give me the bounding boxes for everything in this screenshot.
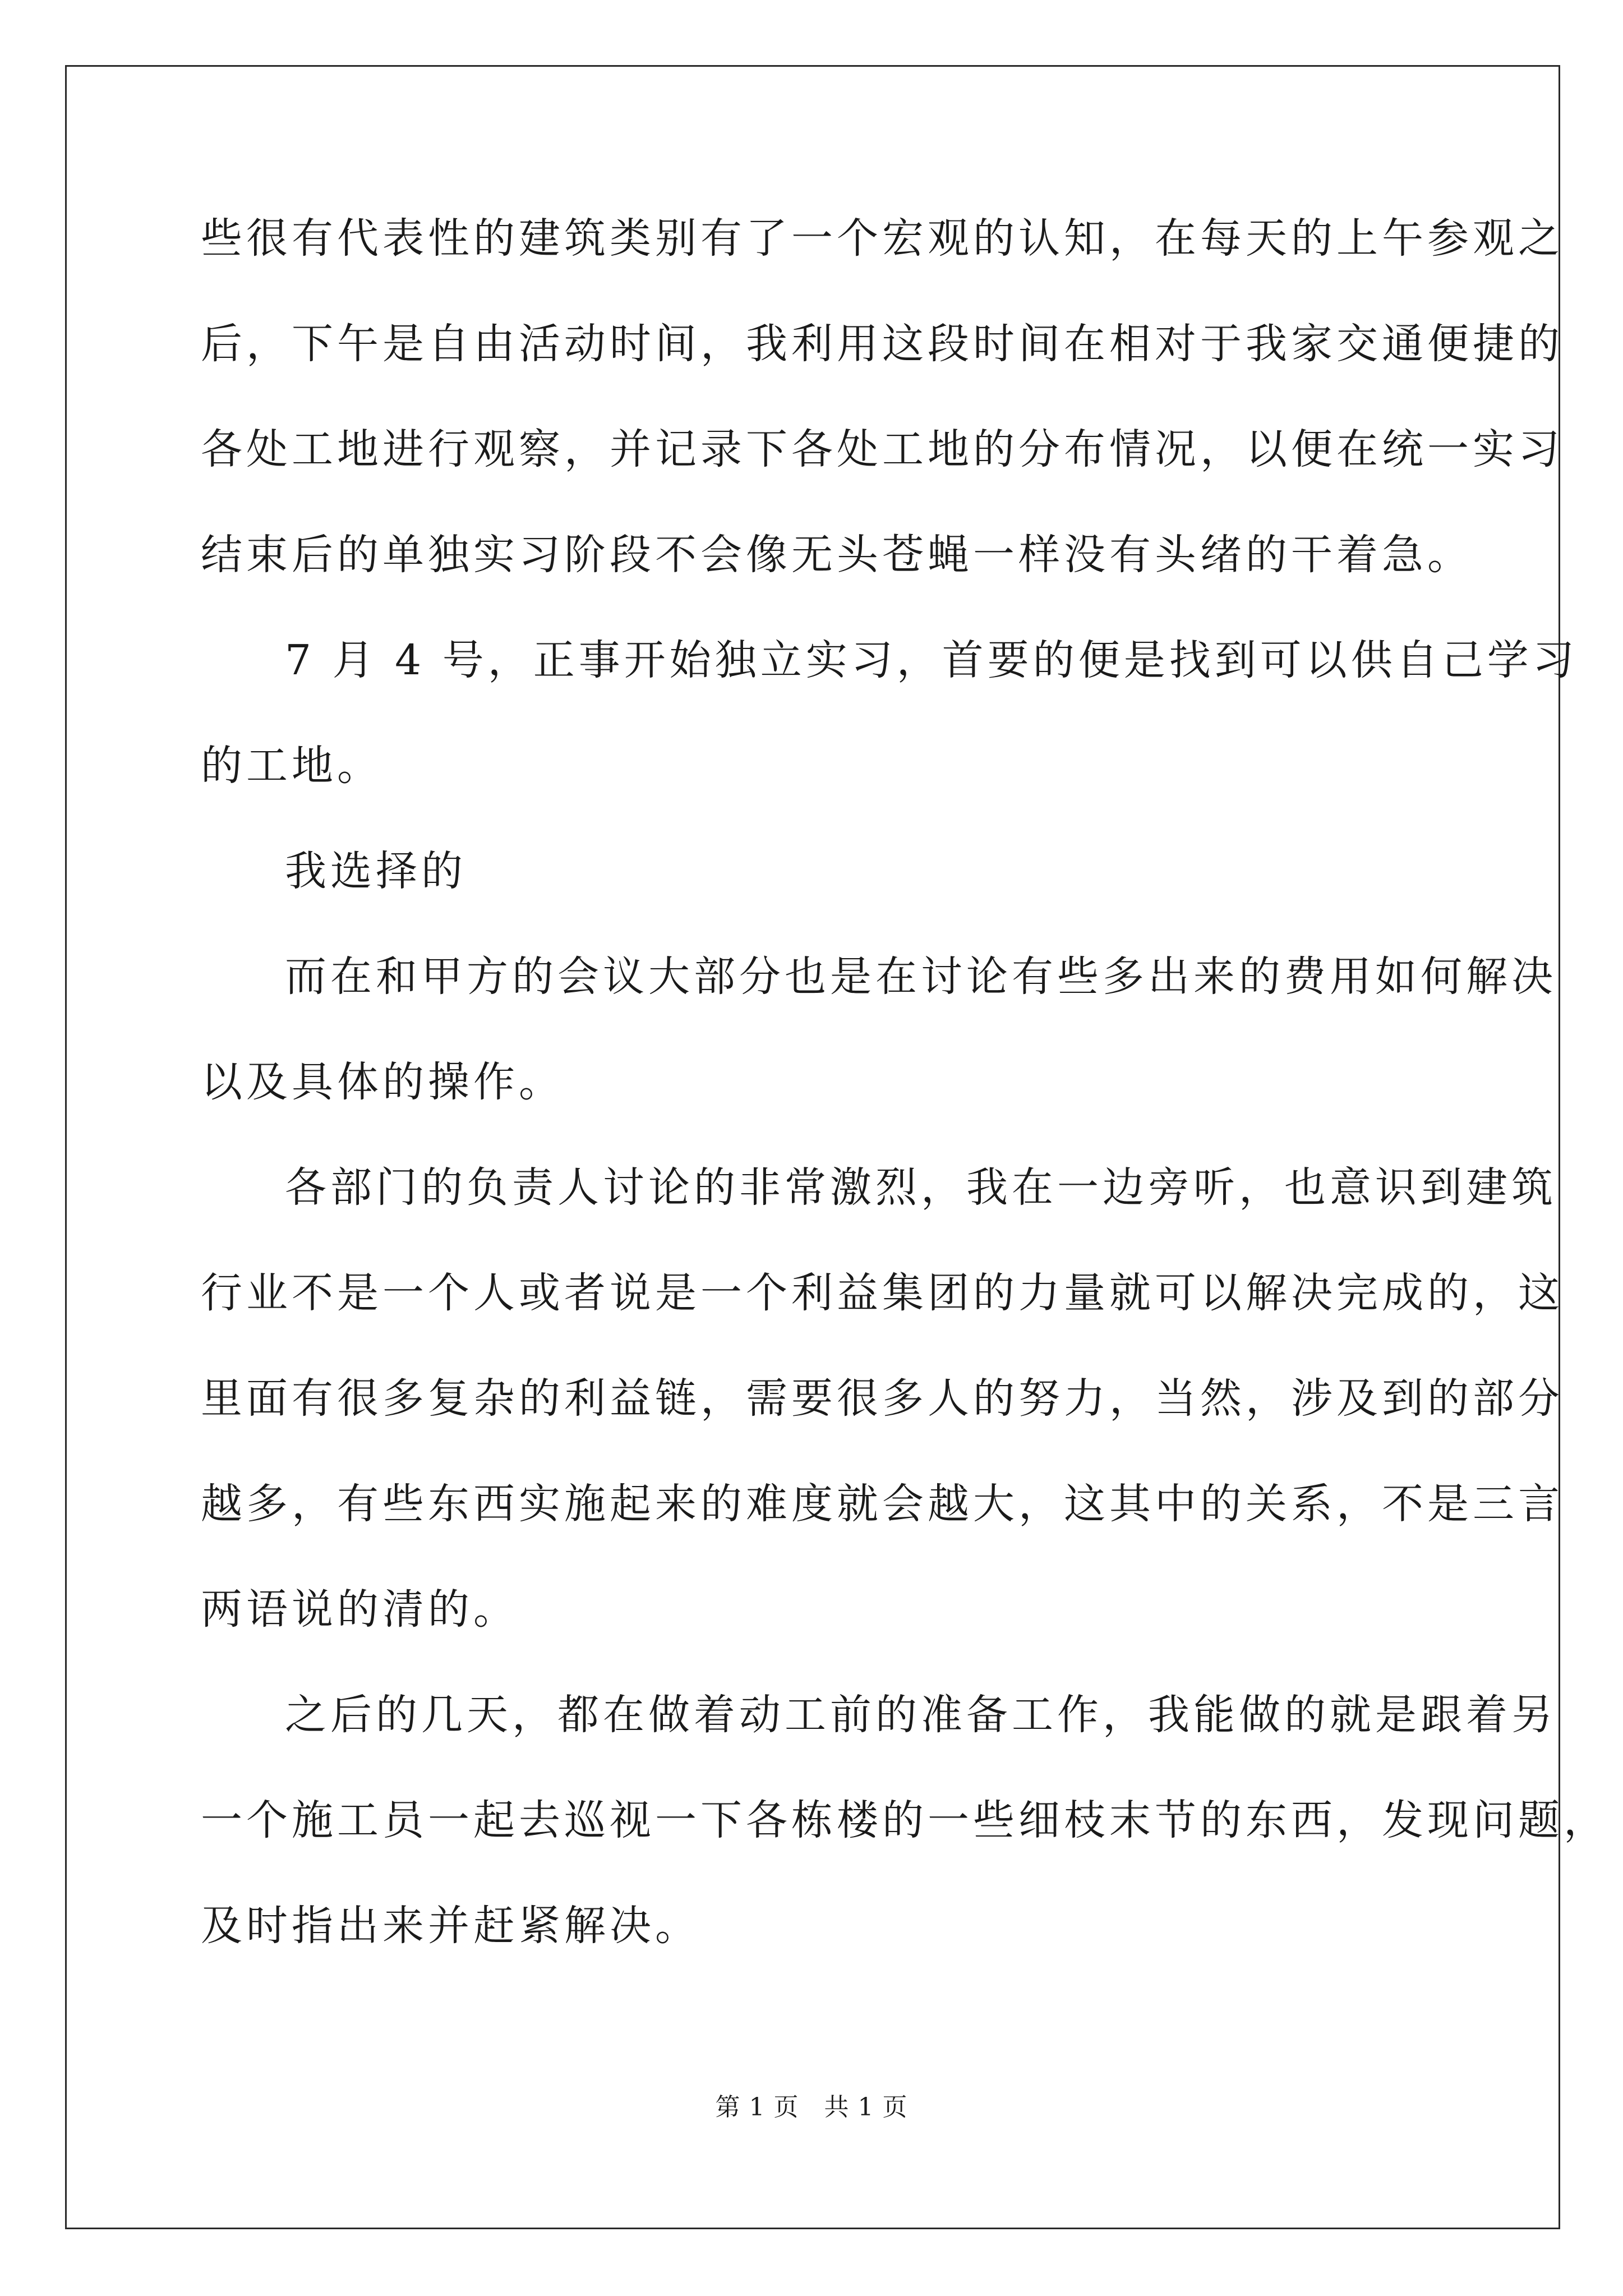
text-line: 行业不是一个人或者说是一个利益集团的力量就可以解决完成的，这 [201, 1269, 1564, 1317]
text-line: 里面有很多复杂的利益链，需要很多人的努力，当然，涉及到的部分 [201, 1374, 1564, 1423]
text-line: 之后的几天，都在做着动工前的准备工作，我能做的就是跟着另 [285, 1691, 1557, 1739]
text-line: 各处工地进行观察，并记录下各处工地的分布情况，以便在统一实习 [201, 425, 1564, 473]
text-line: 以及具体的操作。 [201, 1058, 564, 1106]
text-line: 各部门的负责人讨论的非常激烈，我在一边旁听，也意识到建筑 [285, 1163, 1557, 1212]
text-line: 的工地。 [201, 742, 382, 790]
text-line: 结束后的单独实习阶段不会像无头苍蝇一样没有头绪的干着急。 [201, 531, 1473, 579]
text-line: 越多，有些东西实施起来的难度就会越大，这其中的关系，不是三言 [201, 1480, 1564, 1528]
text-line: 7 月 4 号，正事开始独立实习，首要的便是找到可以供自己学习 [285, 636, 1578, 684]
page-number-footer: 第 1 页 共 1 页 [715, 2093, 908, 2122]
text-line: 而在和甲方的会议大部分也是在讨论有些多出来的费用如何解决 [285, 953, 1557, 1001]
text-line: 两语说的清的。 [201, 1585, 519, 1634]
text-line: 及时指出来并赶紧解决。 [201, 1902, 700, 1950]
text-line: 我选择的 [285, 847, 467, 895]
text-line: 后，下午是自由活动时间，我利用这段时间在相对于我家交通便捷的 [201, 320, 1564, 368]
text-line: 些很有代表性的建筑类别有了一个宏观的认知，在每天的上午参观之 [201, 214, 1564, 263]
text-line: 一个施工员一起去巡视一下各栋楼的一些细枝末节的东西，发现问题， [201, 1796, 1609, 1844]
